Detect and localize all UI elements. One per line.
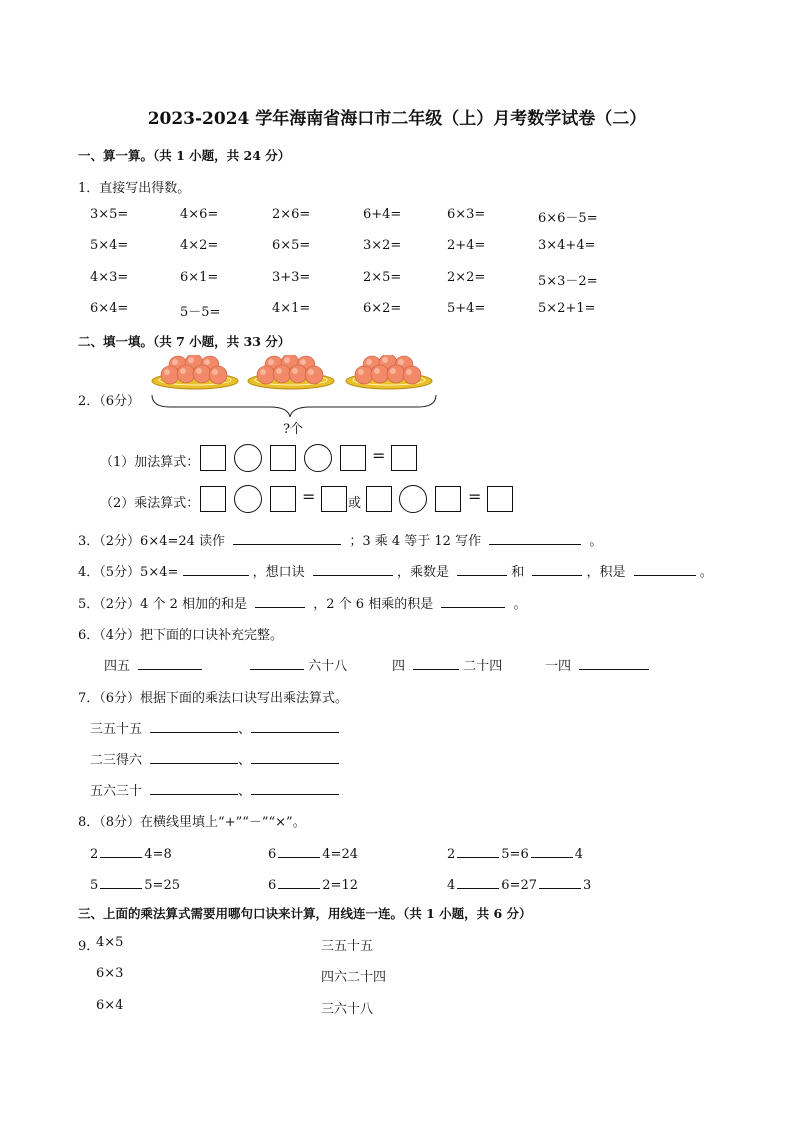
page-title: 2023-2024 学年海南省海口市二年级（上）月考数学试卷（二） — [147, 109, 647, 129]
match-right-item[interactable]: 三六十八 — [321, 1002, 374, 1017]
peach — [257, 366, 275, 384]
peach — [305, 366, 323, 384]
question-mark-count: ?个 — [283, 422, 303, 437]
operand: 6=27 — [501, 878, 537, 893]
q7-row — [90, 749, 339, 768]
operator-blank[interactable] — [539, 874, 581, 889]
question-4-text-d: 和 — [511, 565, 525, 580]
calc-problem: 4×3= — [90, 270, 129, 285]
rhyme-text: 五六三十 — [90, 784, 143, 799]
rhyme-item — [250, 655, 347, 674]
answer-blank[interactable] — [489, 530, 581, 545]
answer-blank[interactable] — [150, 718, 238, 733]
operand: 4=8 — [144, 847, 172, 862]
answer-blank[interactable] — [441, 593, 505, 608]
fill-operator-item — [90, 843, 172, 862]
fill-operator-item — [447, 874, 591, 893]
calc-problem: 5×4= — [90, 238, 129, 253]
fill-operator-item — [447, 843, 583, 862]
question-4-text-f: 。 — [699, 565, 713, 580]
rhyme-text: 六十八 — [308, 659, 348, 674]
fill-operator-item — [268, 874, 358, 893]
operator-blank[interactable] — [100, 843, 142, 858]
question-3-text-c: 。 — [589, 534, 603, 549]
calc-problem: 4×1= — [272, 301, 311, 316]
section-1-heading: 一、算一算。（共 1 小题，共 24 分） — [78, 148, 291, 163]
separator: 、 — [238, 722, 252, 737]
operator-circle[interactable] — [234, 485, 262, 513]
peach — [273, 365, 291, 383]
match-left-item[interactable]: 4×5 — [96, 935, 124, 950]
rhyme-text: 四 — [392, 659, 406, 674]
operator-circle[interactable] — [399, 485, 427, 513]
calc-problem: 5×3－2= — [538, 274, 598, 289]
question-2-label: 2．（6分） — [78, 394, 141, 409]
peach — [161, 366, 179, 384]
match-right-item[interactable]: 四六二十四 — [321, 970, 387, 985]
calc-problem: 5+4= — [447, 301, 486, 316]
question-1-label: 1．直接写出得数。 — [78, 181, 191, 196]
operator-circle[interactable] — [304, 444, 332, 472]
equals-sign: = — [468, 487, 482, 506]
fill-operator-item — [268, 843, 358, 862]
peach — [209, 366, 227, 384]
operator-blank[interactable] — [278, 843, 320, 858]
calc-problem: 2+4= — [447, 238, 486, 253]
rhyme-item — [104, 655, 202, 674]
operator-blank[interactable] — [457, 843, 499, 858]
answer-blank[interactable] — [255, 593, 305, 608]
q7-row — [90, 780, 339, 799]
answer-blank[interactable] — [251, 749, 339, 764]
fill-operator-item — [90, 874, 180, 893]
question-5-text-a: 5．（2分）4 个 2 相加的和是 — [78, 597, 247, 612]
answer-blank[interactable] — [150, 780, 238, 795]
answer-blank[interactable] — [634, 561, 696, 576]
operator-blank[interactable] — [457, 874, 499, 889]
answer-blank[interactable] — [233, 530, 341, 545]
rhyme-item — [545, 655, 649, 674]
operand: 5=6 — [501, 847, 529, 862]
multiplication-label: （2）乘法算式： — [100, 496, 200, 511]
question-4-text-c: ，乘数是 — [396, 565, 449, 580]
calc-problem: 5×2+1= — [538, 301, 596, 316]
section-3-heading: 三、上面的乘法算式需要用哪句口诀来计算，用线连一连。（共 1 小题，共 6 分） — [78, 906, 532, 921]
answer-box[interactable] — [366, 486, 392, 512]
answer-blank[interactable] — [532, 561, 582, 576]
question-3 — [78, 530, 602, 549]
operand: 4 — [447, 878, 456, 893]
match-right-item[interactable]: 三五十五 — [321, 939, 374, 954]
calc-problem: 4×2= — [180, 238, 219, 253]
equals-sign: = — [372, 446, 386, 465]
answer-box[interactable] — [391, 445, 417, 471]
operand: 5=25 — [144, 878, 180, 893]
or-text: 或 — [348, 496, 362, 511]
answer-blank[interactable] — [251, 718, 339, 733]
operator-circle[interactable] — [234, 444, 262, 472]
curly-brace — [152, 395, 436, 417]
calc-problem: 5－5= — [180, 305, 221, 320]
peach — [403, 366, 421, 384]
calc-problem: 6×3= — [447, 207, 486, 222]
peach — [177, 365, 195, 383]
rhyme-text: 四五 — [104, 659, 131, 674]
match-left-item[interactable]: 6×3 — [96, 966, 124, 981]
question-4-text-e: ，积是 — [586, 565, 626, 580]
peach — [193, 365, 211, 383]
operator-blank[interactable] — [100, 874, 142, 889]
question-4 — [78, 561, 713, 580]
separator: 、 — [238, 753, 252, 768]
calc-problem: 2×5= — [363, 270, 402, 285]
operand: 4=24 — [322, 847, 358, 862]
rhyme-text: 二三得六 — [90, 753, 143, 768]
question-4-text-b: ，想口诀 — [252, 565, 305, 580]
calc-problem: 3×5= — [90, 207, 129, 222]
addition-label: （1）加法算式： — [100, 455, 200, 470]
answer-blank[interactable] — [150, 749, 238, 764]
answer-blank[interactable] — [138, 655, 202, 670]
operand: 2 — [447, 847, 456, 862]
operator-blank[interactable] — [278, 874, 320, 889]
q7-row — [90, 718, 339, 737]
answer-blank[interactable] — [250, 655, 304, 670]
rhyme-item — [392, 655, 502, 674]
answer-box[interactable] — [321, 486, 347, 512]
separator: 、 — [238, 784, 252, 799]
question-8-label: 8．（8分）在横线里填上“+”“－”“×”。 — [78, 815, 306, 830]
calc-problem: 6×1= — [180, 270, 219, 285]
answer-box[interactable] — [200, 445, 226, 471]
operand: 6 — [268, 878, 277, 893]
question-9-prefix: 9． — [78, 939, 100, 954]
operand: 5 — [90, 878, 99, 893]
calc-problem: 3+3= — [272, 270, 311, 285]
answer-blank[interactable] — [413, 655, 459, 670]
calc-problem: 6×2= — [363, 301, 402, 316]
peach — [355, 366, 373, 384]
calc-problem: 2×2= — [447, 270, 486, 285]
answer-blank[interactable] — [313, 561, 393, 576]
operand: 3 — [583, 878, 592, 893]
question-3-text-a: 3．（2分）6×4=24 读作 — [78, 534, 226, 549]
operator-blank[interactable] — [531, 843, 573, 858]
question-5 — [78, 593, 527, 612]
match-left-item[interactable]: 6×4 — [96, 998, 124, 1013]
answer-blank[interactable] — [579, 655, 649, 670]
calc-problem: 6×4= — [90, 301, 129, 316]
operand: 2 — [90, 847, 99, 862]
calc-problem: 3×4+4= — [538, 238, 596, 253]
answer-box[interactable] — [270, 445, 296, 471]
operand: 2=12 — [322, 878, 358, 893]
question-4-text-a: 4．（5分）5×4= — [78, 565, 179, 580]
rhyme-text: 三五十五 — [90, 722, 143, 737]
answer-box[interactable] — [340, 445, 366, 471]
answer-box[interactable] — [200, 486, 226, 512]
question-5-text-c: 。 — [513, 597, 527, 612]
rhyme-text: 一四 — [545, 659, 572, 674]
operand: 4 — [574, 847, 583, 862]
question-3-text-b: ；3 乘 4 等于 12 写作 — [349, 534, 482, 549]
peach — [371, 365, 389, 383]
peach — [289, 365, 307, 383]
section-2-heading: 二、填一填。（共 7 小题，共 33 分） — [78, 334, 291, 349]
answer-blank[interactable] — [183, 561, 249, 576]
equals-sign: = — [302, 487, 316, 506]
answer-box[interactable] — [270, 486, 296, 512]
peach — [387, 365, 405, 383]
question-6-label: 6．（4分）把下面的口诀补充完整。 — [78, 628, 284, 643]
answer-blank[interactable] — [457, 561, 507, 576]
calc-problem: 6×5= — [272, 238, 311, 253]
calc-problem: 6+4= — [363, 207, 402, 222]
answer-box[interactable] — [487, 486, 513, 512]
calc-problem: 6×6－5= — [538, 211, 598, 226]
question-5-text-b: ，2 个 6 相乘的积是 — [313, 597, 434, 612]
answer-box[interactable] — [435, 486, 461, 512]
calc-problem: 3×2= — [363, 238, 402, 253]
question-7-label: 7．（6分）根据下面的乘法口诀写出乘法算式。 — [78, 691, 349, 706]
rhyme-text: 二十四 — [463, 659, 503, 674]
calc-problem: 2×6= — [272, 207, 311, 222]
calc-problem: 4×6= — [180, 207, 219, 222]
operand: 6 — [268, 847, 277, 862]
answer-blank[interactable] — [251, 780, 339, 795]
